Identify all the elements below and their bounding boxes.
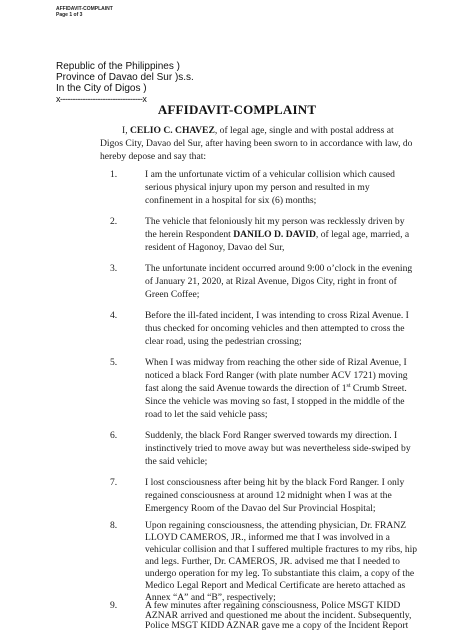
item-number: 5. [110, 357, 118, 368]
item-4-line-1: Before the ill-fated incident, I was intending to cross Rizal Avenue. I [145, 310, 409, 321]
respondent-name: DANILO D. DAVID [233, 229, 316, 240]
header-doc-label: AFFIDAVIT-COMPLAINT [56, 6, 113, 12]
item-9-line-3: Police MSGT KIDD AZNAR gave me a copy of the Incident Report [145, 620, 409, 631]
item-5-line-3 [145, 383, 407, 395]
item-1-line-1: I am the unfortunate victim of a vehicular collision which caused [145, 169, 395, 180]
item-number: 4. [110, 310, 118, 321]
intro-pre: I, [122, 125, 130, 136]
item-9-line-2: AZNAR arrived and questioned me about the incident. Subsequently, [145, 610, 412, 621]
venue-block [56, 61, 194, 105]
item-number: 9. [110, 600, 118, 611]
item-5-line-4: Since the vehicle was moving so fast, I stopped in the middle of the [145, 396, 405, 407]
item-number: 3. [110, 263, 118, 274]
item-7-line-2: regained consciousness at around 12 midnight when I was at the [145, 490, 392, 501]
item-8-line-5: undergo operation for my leg. To substantiate this claim, a copy of the [145, 568, 415, 579]
item-number: 1. [110, 169, 118, 180]
venue-line-republic: Republic of the Philippines ) [56, 61, 180, 72]
item-1-line-3: confinement in a hospital for six (6) months; [145, 195, 317, 206]
item-5-line-5: road to let the said vehicle pass; [145, 409, 268, 420]
item-6-line-2: instinctively tried to move away but was nevertheless side-swiped by [145, 443, 411, 454]
item-3-line-1: The unfortunate incident occurred around 9:00 o’clock in the evening [145, 263, 413, 274]
item-7-line-3: Emergency Room of the Davao del Sur Provincial Hospital; [145, 503, 376, 514]
intro-post: , of legal age, single and with postal address at [214, 125, 394, 136]
intro-line-2: Digos City, Davao del Sur, after having been sworn to in accordance with law, do [100, 138, 413, 149]
intro-line-1 [122, 125, 394, 137]
item-5-line-1: When I was midway from reaching the other side of Rizal Avenue, I [145, 357, 407, 368]
item-8-line-7: Annex “A” and “B”, respectively; [145, 592, 276, 603]
item-5-line-3-pre: fast along the said Avenue towards the direction of 1 [145, 383, 347, 394]
intro-line-3: hereby depose and say that: [100, 151, 207, 162]
item-8-line-1: Upon regaining consciousness, the attending physician, Dr. FRANZ [145, 520, 407, 531]
venue-separator: x---------------------------------x [56, 94, 147, 104]
document-title: AFFIDAVIT-COMPLAINT [157, 102, 317, 117]
venue-line-province: Province of Davao del Sur )s.s. [56, 72, 194, 83]
venue-line-city: In the City of Digos ) [56, 83, 147, 94]
item-1-line-2: serious physical injury upon my person and resulted in my [145, 182, 370, 193]
item-4-line-3: clear road, using the pedestrian crossing; [145, 336, 302, 347]
item-2-line-2-pre: the herein Respondent [145, 229, 234, 240]
item-5-line-2: noticed a black Ford Ranger (with plate number ACV 1721) moving [145, 370, 408, 381]
item-2-line-3: resident of Hagonoy, Davao del Sur, [145, 242, 285, 253]
page-header [56, 6, 113, 18]
item-8-line-3: vehicular collision and that I suffered multiple fractures to my ribs, hip [145, 544, 418, 555]
item-2-line-1: The vehicle that feloniously hit my person was recklessly driven by [145, 216, 405, 227]
item-3-line-2: of January 21, 2020, at Rizal Avenue, Digos City, right in front of [145, 276, 397, 287]
item-8-line-2: LLOYD CAMEROS, JR., informed me that I was involved in a [145, 532, 390, 543]
item-4-line-2: thus checked for oncoming vehicles and then attempted to cross the [145, 323, 405, 334]
item-number: 8. [110, 520, 118, 531]
ordinal-suffix: st [346, 382, 351, 389]
item-number: 7. [110, 477, 118, 488]
item-8-line-4: and legs. Further, Dr. CAMEROS, JR. advised me that I needed to [145, 556, 400, 567]
item-2-line-2 [145, 229, 409, 241]
affiant-name: CELIO C. CHAVEZ [130, 125, 215, 136]
item-8-line-6: Medico Legal Report and Medical Certificate are hereto attached as [145, 580, 406, 591]
item-6-line-1: Suddenly, the black Ford Ranger swerved towards my direction. I [145, 430, 398, 441]
item-6-line-3: the said vehicle; [145, 456, 208, 467]
item-7-line-1: I lost consciousness after being hit by the black Ford Ranger. I only [145, 477, 405, 488]
item-3-line-3: Green Coffee; [145, 289, 200, 300]
header-page-label: Page 1 of 3 [56, 12, 83, 18]
item-5-line-3-post: Crumb Street. [350, 383, 407, 394]
item-number: 2. [110, 216, 118, 227]
item-2-line-2-post: , of legal age, married, a [315, 229, 410, 240]
item-9-line-1: A few minutes after regaining consciousness, Police MSGT KIDD [145, 600, 401, 611]
item-number: 6. [110, 430, 118, 441]
